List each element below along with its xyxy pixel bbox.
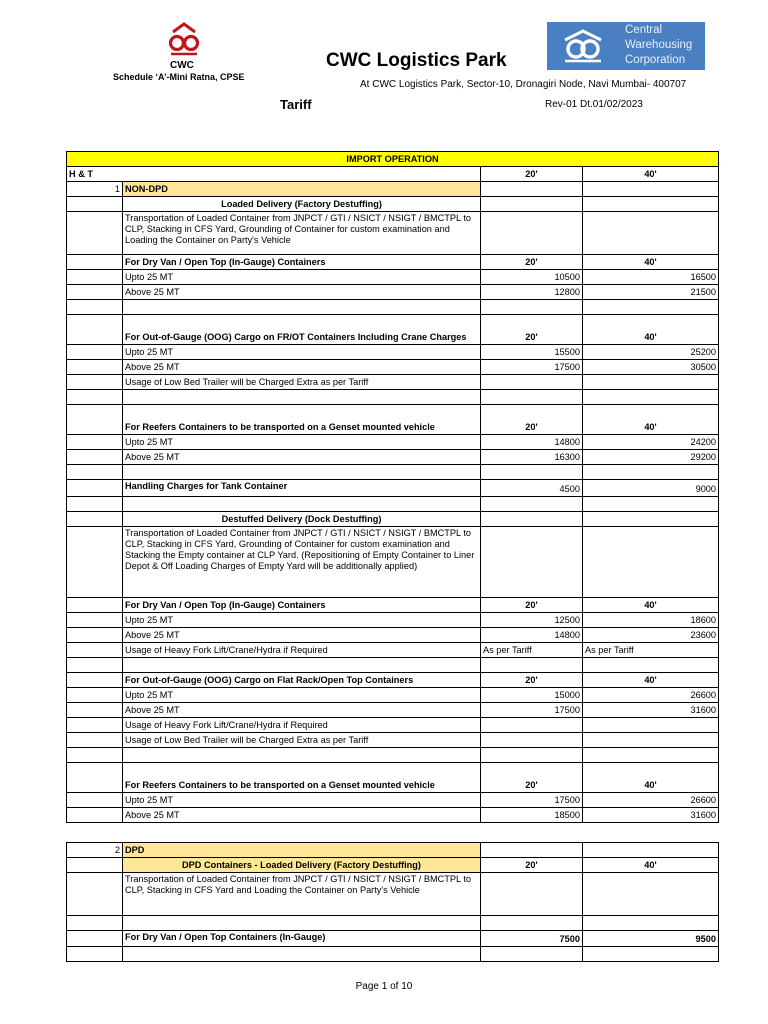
rate-cell: 31600: [583, 703, 719, 718]
col-40-label: 40': [583, 598, 719, 613]
col-20-label: 20': [481, 255, 583, 270]
above-label: Above 25 MT: [123, 628, 481, 643]
page-footer: Page 1 of 10: [355, 981, 413, 992]
forklift-note: Usage of Heavy Fork Lift/Crane/Hydra if Required: [123, 718, 481, 733]
cwc-logo: [165, 22, 203, 58]
loaded-delivery-description: Transportation of Loaded Container from JNPCT / GTI / NSICT / NSIGT / BMCTPL to CLP, Stacking in CFS Yard, Grounding of Container for custom examination and Loading the Container on Party's Vehicle: [123, 212, 481, 255]
schedule-text: Schedule ‘A’-Mini Ratna, CPSE: [113, 72, 245, 82]
rate-cell: 14800: [481, 435, 583, 450]
col-40-label: 40': [583, 763, 719, 793]
col-20-header: 20': [481, 167, 583, 182]
rate-cell: 9500: [583, 931, 719, 947]
dry-van-title: For Dry Van / Open Top (In-Gauge) Containers: [123, 255, 481, 270]
rate-cell: 17500: [481, 793, 583, 808]
reefer-title: For Reefers Containers to be transported on a Genset mounted vehicle: [123, 763, 481, 793]
above-label: Above 25 MT: [123, 360, 481, 375]
oog-flat-rack-title: For Out-of-Gauge (OOG) Cargo on Flat Rack/Open Top Containers: [123, 673, 481, 688]
col-40-label: 40': [583, 858, 719, 873]
rate-cell: 18500: [481, 808, 583, 823]
upto-label: Upto 25 MT: [123, 270, 481, 285]
dpd-table: [66, 842, 719, 962]
serial-number: 2: [67, 843, 123, 858]
rate-cell: 4500: [481, 480, 583, 497]
rate-cell: 12800: [481, 285, 583, 300]
upto-label: Upto 25 MT: [123, 793, 481, 808]
dpd-description: Transportation of Loaded Container from JNPCT / GTI / NSICT / NSIGT / BMCTPL to CLP, Stacking in CFS Yard and Loading the Container on Party's Vehicle: [123, 873, 481, 916]
category-non-dpd: NON-DPD: [123, 182, 481, 197]
tank-container-title: Handling Charges for Tank Container: [123, 480, 481, 497]
dry-van-title: For Dry Van / Open Top (In-Gauge) Containers: [123, 598, 481, 613]
upto-label: Upto 25 MT: [123, 345, 481, 360]
rate-cell: 31600: [583, 808, 719, 823]
dpd-dry-van-title: For Dry Van / Open Top Containers (In-Gauge): [123, 931, 481, 947]
rate-cell: 17500: [481, 703, 583, 718]
rate-cell: 21500: [583, 285, 719, 300]
rate-cell: 18600: [583, 613, 719, 628]
rate-cell: 14800: [481, 628, 583, 643]
address-text: At CWC Logistics Park, Sector-10, Dronagiri Node, Navi Mumbai- 400707: [360, 79, 687, 90]
logo-brand-text: Central Warehousing Corporation: [625, 24, 693, 66]
rate-cell: 16500: [583, 270, 719, 285]
reefer-title: For Reefers Containers to be transported on a Genset mounted vehicle: [123, 405, 481, 435]
col-20-label: 20': [481, 763, 583, 793]
as-per-tariff-cell: As per Tariff: [481, 643, 583, 658]
dpd-loaded-delivery-title: DPD Containers - Loaded Delivery (Factory Destuffing): [123, 858, 481, 873]
rate-cell: 17500: [481, 360, 583, 375]
rate-cell: 24200: [583, 435, 719, 450]
col-40-label: 40': [583, 405, 719, 435]
col-20-label: 20': [481, 405, 583, 435]
revision-text: Rev-01 Dt.01/02/2023: [545, 99, 643, 110]
tariff-heading: Tariff: [280, 97, 312, 112]
oog-title: For Out-of-Gauge (OOG) Cargo on FR/OT Containers Including Crane Charges: [123, 315, 481, 345]
above-label: Above 25 MT: [123, 285, 481, 300]
col-20-label: 20': [481, 598, 583, 613]
import-operation-table: [66, 151, 719, 823]
rate-cell: 12500: [481, 613, 583, 628]
import-operation-banner: IMPORT OPERATION: [67, 152, 719, 167]
rate-cell: 30500: [583, 360, 719, 375]
as-per-tariff-cell: As per Tariff: [583, 643, 719, 658]
rate-cell: 26600: [583, 793, 719, 808]
rate-cell: 15000: [481, 688, 583, 703]
rate-cell: 25200: [583, 345, 719, 360]
rate-cell: 16300: [481, 450, 583, 465]
upto-label: Upto 25 MT: [123, 613, 481, 628]
rate-cell: 7500: [481, 931, 583, 947]
low-bed-trailer-note: Usage of Low Bed Trailer will be Charged Extra as per Tariff: [123, 375, 481, 390]
category-dpd: DPD: [123, 843, 481, 858]
col-20-label: 20': [481, 673, 583, 688]
rate-cell: 23600: [583, 628, 719, 643]
upto-label: Upto 25 MT: [123, 688, 481, 703]
col-40-label: 40': [583, 255, 719, 270]
col-20-label: 20': [481, 315, 583, 345]
rate-cell: 15500: [481, 345, 583, 360]
destuffed-delivery-description: Transportation of Loaded Container from JNPCT / GTI / NSICT / NSIGT / BMCTPL to CLP, Stacking in CFS Yard, Grounding of Container for custom examination and Stacking the Empty container at CLP Yard. (Repositioning of Empty Container to Liner Depot & Off Loading Charges of Empty Yard will be additionally applied): [123, 527, 481, 598]
rate-cell: 26600: [583, 688, 719, 703]
destuffed-delivery-title: Destuffed Delivery (Dock Destuffing): [123, 512, 481, 527]
serial-number: 1: [67, 182, 123, 197]
above-label: Above 25 MT: [123, 450, 481, 465]
ht-label: H & T: [67, 167, 481, 182]
col-40-label: 40': [583, 315, 719, 345]
low-bed-trailer-note: Usage of Low Bed Trailer will be Charged Extra as per Tariff: [123, 733, 481, 748]
rate-cell: 29200: [583, 450, 719, 465]
rate-cell: 10500: [481, 270, 583, 285]
col-40-label: 40': [583, 673, 719, 688]
loaded-delivery-title: Loaded Delivery (Factory Destuffing): [123, 197, 481, 212]
page-title: CWC Logistics Park: [326, 50, 507, 71]
above-label: Above 25 MT: [123, 703, 481, 718]
col-40-header: 40': [583, 167, 719, 182]
org-short-name: CWC: [170, 60, 194, 71]
rate-cell: 9000: [583, 480, 719, 497]
warehousing-emblem-icon: [555, 28, 611, 64]
forklift-note: Usage of Heavy Fork Lift/Crane/Hydra if Required: [123, 643, 481, 658]
col-20-label: 20': [481, 858, 583, 873]
upto-label: Upto 25 MT: [123, 435, 481, 450]
above-label: Above 25 MT: [123, 808, 481, 823]
central-warehousing-logo: [547, 22, 705, 70]
